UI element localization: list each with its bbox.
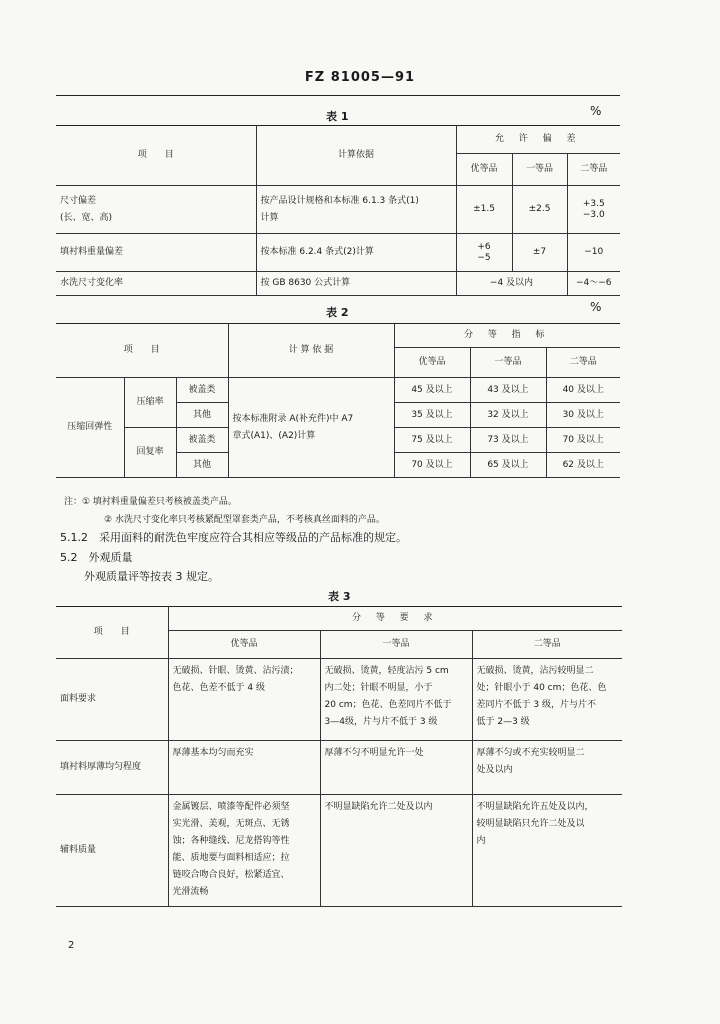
table2-cell-v3: 70 及以上 — [546, 428, 620, 453]
table2 — [56, 323, 620, 478]
table1-cell-v3: +3.5 −3.0 — [567, 186, 620, 234]
table3-header-item: 项 目 — [56, 607, 168, 659]
table2-type: 被盖类 — [176, 428, 228, 453]
table2-group: 压缩回弹性 — [56, 378, 124, 478]
table1-cell-item: 水洗尺寸变化率 — [56, 272, 256, 296]
table2-title: 表 2 — [326, 306, 349, 319]
table2-grade-1: 优等品 — [394, 348, 470, 378]
table2-unit: % — [590, 300, 602, 314]
table3-grade-3: 二等品 — [472, 631, 622, 659]
table3-cell-item: 面料要求 — [56, 659, 168, 741]
table2-header-basis: 计 算 依 据 — [228, 324, 394, 378]
table2-sub1: 压缩率 — [124, 378, 176, 428]
table2-type: 其他 — [176, 453, 228, 478]
table2-type: 被盖类 — [176, 378, 228, 403]
table2-grade-2: 一等品 — [470, 348, 546, 378]
table2-cell-v2: 32 及以上 — [470, 403, 546, 428]
table2-cell-v1: 45 及以上 — [394, 378, 470, 403]
table-row — [56, 795, 622, 907]
table3-grade-1: 优等品 — [168, 631, 320, 659]
note-1: 注：① 填衬料重量偏差只考核被盖类产品。 — [64, 497, 237, 507]
table2-cell-v1: 35 及以上 — [394, 403, 470, 428]
table3-cell-v2: 厚薄不匀不明显允许一处 — [320, 741, 472, 795]
table3-cell-v1: 金属镀层、喷漆等配件必须坚 实光滑、美观，无斑点、无锈 蚀；各种缝线、尼龙搭钩等性 能、质地要与面料相适应；拉 链咬合吻合良好，松紧适宜、 光滑流畅 — [168, 795, 320, 907]
table2-cell-v3: 40 及以上 — [546, 378, 620, 403]
table2-cell-v2: 65 及以上 — [470, 453, 546, 478]
table1-cell-v2: ±7 — [512, 234, 567, 272]
table2-cell-v1: 70 及以上 — [394, 453, 470, 478]
table-row — [56, 234, 620, 272]
table1-unit: % — [590, 104, 602, 118]
table2-cell-v1: 75 及以上 — [394, 428, 470, 453]
standard-code: FZ 81005—91 — [304, 70, 416, 85]
table3-cell-v2: 无破损、烫黄，轻度沾污 5 cm 内二处；针眼不明显，小于 20 cm；色花、色差同片不低于 3—4级，片与片不低于 3 级 — [320, 659, 472, 741]
page-number: 2 — [68, 940, 75, 951]
table2-header-item: 项 目 — [56, 324, 228, 378]
table1-cell-v1: ±1.5 — [456, 186, 512, 234]
table3-header-requirements: 分 等 要 求 — [168, 607, 622, 631]
table3-grade-2: 一等品 — [320, 631, 472, 659]
table1-grade-3: 二等品 — [567, 154, 620, 186]
note-2: ② 水洗尺寸变化率只考核紧配型罩套类产品，不考核真丝面料的产品。 — [104, 515, 385, 525]
table1 — [56, 125, 620, 296]
table1-header-item: 项 目 — [56, 126, 256, 186]
table2-cell-v3: 62 及以上 — [546, 453, 620, 478]
table1-cell-basis: 按产品设计规格和本标准 6.1.3 条式(1) 计算 — [256, 186, 456, 234]
table3-cell-item: 辅料质量 — [56, 795, 168, 907]
table1-header-basis: 计算依据 — [256, 126, 456, 186]
table2-cell-v2: 43 及以上 — [470, 378, 546, 403]
table3-cell-v1: 厚薄基本均匀而充实 — [168, 741, 320, 795]
table2-sub2: 回复率 — [124, 428, 176, 478]
section-5-2-heading: 5.2 外观质量 — [60, 551, 133, 564]
top-rule — [56, 95, 620, 96]
table3 — [56, 606, 622, 907]
table3-cell-v3: 厚薄不匀或不充实较明显二 处及以内 — [472, 741, 622, 795]
table3-cell-v3: 不明显缺陷允许五处及以内， 较明显缺陷只允许二处及以 内 — [472, 795, 622, 907]
table1-cell-merged: −4 及以内 — [456, 272, 567, 296]
table1-cell-basis: 按本标准 6.2.4 条式(2)计算 — [256, 234, 456, 272]
table1-title: 表 1 — [326, 110, 349, 123]
table3-cell-item: 填衬料厚薄均匀程度 — [56, 741, 168, 795]
table3-cell-v2: 不明显缺陷允许二处及以内 — [320, 795, 472, 907]
table1-cell-item: 尺寸偏差 (长、宽、高) — [56, 186, 256, 234]
table2-basis: 按本标准附录 A(补充件)中 A7 章式(A1)、(A2)计算 — [228, 378, 394, 478]
table1-cell-v3: −4～−6 — [567, 272, 620, 296]
table1-cell-v2: ±2.5 — [512, 186, 567, 234]
clause-5-1-2: 5.1.2 采用面料的耐洗色牢度应符合其相应等级品的产品标准的规定。 — [60, 531, 407, 544]
table2-cell-v2: 73 及以上 — [470, 428, 546, 453]
notes — [64, 493, 385, 529]
table3-cell-v3: 无破损、烫黄，沾污较明显二 处；针眼小于 40 cm；色花、色 差同片不低于 3 级，片与片不 低于 2—3 级 — [472, 659, 622, 741]
table1-header-tolerance: 允 许 偏 差 — [456, 126, 620, 154]
table2-type: 其他 — [176, 403, 228, 428]
table-row — [56, 741, 622, 795]
table2-grade-3: 二等品 — [546, 348, 620, 378]
table1-cell-basis: 按 GB 8630 公式计算 — [256, 272, 456, 296]
table-row — [56, 186, 620, 234]
table1-cell-item: 填衬料重量偏差 — [56, 234, 256, 272]
table2-header-index: 分 等 指 标 — [394, 324, 620, 348]
table3-cell-v1: 无破损、针眼、烫黄、沾污渍； 色花、色差不低于 4 级 — [168, 659, 320, 741]
table3-title: 表 3 — [328, 590, 351, 603]
table-row — [56, 272, 620, 296]
section-5-2-body: 外观质量评等按表 3 规定。 — [84, 570, 219, 583]
table-row — [56, 659, 622, 741]
table1-grade-2: 一等品 — [512, 154, 567, 186]
table-row — [56, 378, 620, 403]
table2-cell-v3: 30 及以上 — [546, 403, 620, 428]
table1-cell-v1: +6 −5 — [456, 234, 512, 272]
table1-grade-1: 优等品 — [456, 154, 512, 186]
table1-cell-v3: −10 — [567, 234, 620, 272]
